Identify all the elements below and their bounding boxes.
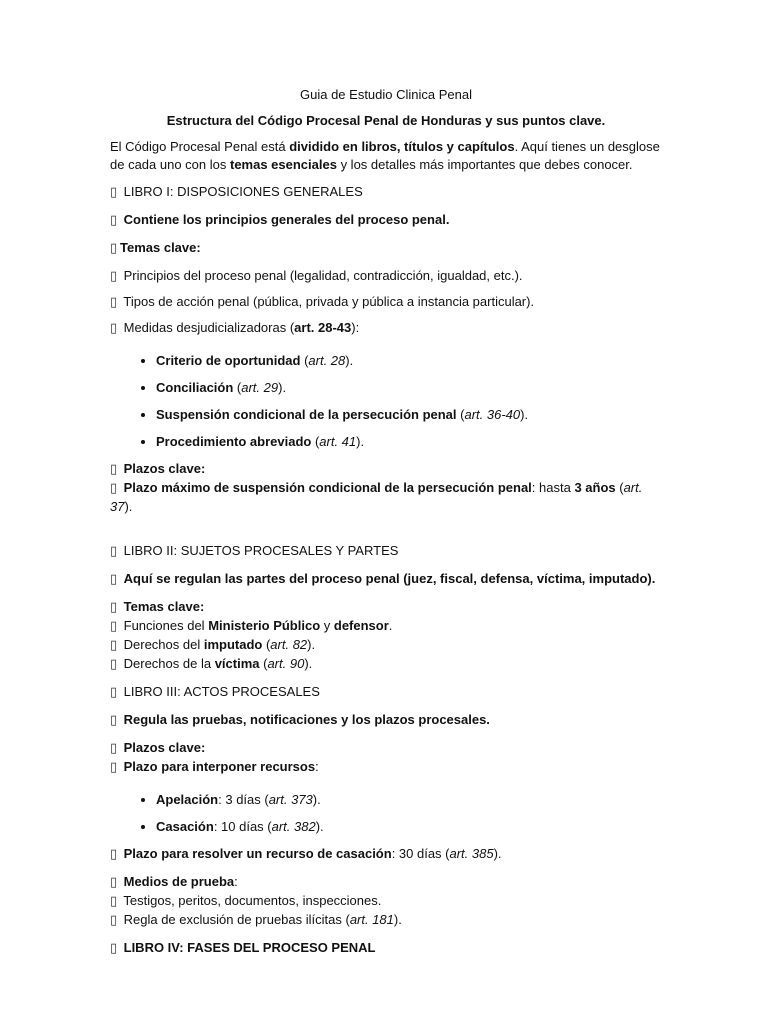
libro3-casacion bbox=[110, 845, 662, 864]
item-text: y bbox=[320, 618, 334, 633]
plazo-text: ( bbox=[615, 480, 624, 495]
item-text: . bbox=[388, 618, 393, 633]
tema-text: Medidas desjudicializadoras ( bbox=[123, 320, 295, 335]
libro2-heading bbox=[110, 542, 662, 561]
libro1-tema-1 bbox=[110, 267, 662, 286]
item-text: Regla de exclusión de pruebas ilícitas ( bbox=[123, 912, 350, 927]
item-text: ( bbox=[311, 434, 320, 449]
missing-glyph-icon: ▯ bbox=[110, 894, 118, 909]
missing-glyph-icon: ▯ bbox=[110, 913, 118, 928]
plazo-text: : hasta bbox=[531, 480, 575, 495]
item-text: ). bbox=[393, 912, 402, 927]
summary-text: Contiene los principios generales del proceso penal. bbox=[123, 212, 450, 227]
tema-text: Principios del proceso penal (legalidad, contradicción, igualdad, etc.). bbox=[123, 268, 523, 283]
missing-glyph-icon: ▯ bbox=[110, 544, 118, 559]
item-name: Casación bbox=[156, 819, 214, 834]
missing-glyph-icon: ▯ bbox=[110, 741, 118, 756]
item-article: art. 41 bbox=[319, 434, 357, 449]
document-title: Guia de Estudio Clinica Penal bbox=[300, 87, 472, 102]
item-text: ). bbox=[356, 434, 365, 449]
libro2-derechos-imputado bbox=[110, 636, 662, 655]
missing-glyph-icon: ▯ bbox=[110, 760, 118, 775]
item-article: art. 82 bbox=[270, 637, 308, 652]
document-body bbox=[110, 86, 662, 958]
item-name: Criterio de oportunidad bbox=[156, 353, 301, 368]
item-bold: imputado bbox=[203, 637, 263, 652]
label-text: Plazos clave: bbox=[123, 740, 206, 755]
missing-glyph-icon: ▯ bbox=[110, 213, 118, 228]
item-text: : bbox=[315, 759, 319, 774]
label-text: Temas clave: bbox=[120, 240, 201, 255]
item-text: : 3 días ( bbox=[218, 792, 269, 807]
summary-text: Aquí se regulan las partes del proceso penal (juez, fiscal, defensa, víctima, imputado). bbox=[123, 571, 656, 586]
libro3-medios-2 bbox=[110, 911, 662, 930]
list-item bbox=[156, 352, 662, 370]
intro-paragraph bbox=[110, 138, 662, 174]
plazo-years: 3 años bbox=[574, 480, 616, 495]
libro3-heading bbox=[110, 683, 662, 702]
item-text: ). bbox=[278, 380, 287, 395]
plazo-text: ). bbox=[124, 499, 133, 514]
item-text: ). bbox=[304, 656, 313, 671]
item-text: ( bbox=[233, 380, 242, 395]
list-item bbox=[156, 379, 662, 397]
intro-text: . Aquí tienes un desglose de cada uno con los bbox=[110, 139, 660, 172]
item-text: ( bbox=[259, 656, 268, 671]
label-text: Temas clave: bbox=[123, 599, 205, 614]
missing-glyph-icon: ▯ bbox=[110, 638, 118, 653]
item-bold: víctima bbox=[214, 656, 260, 671]
tema-text: ): bbox=[351, 320, 360, 335]
item-text: ( bbox=[456, 407, 465, 422]
item-text: ). bbox=[520, 407, 529, 422]
recursos-list bbox=[110, 791, 662, 836]
intro-text: El Código Procesal Penal está bbox=[110, 139, 290, 154]
libro1-tema-3 bbox=[110, 319, 662, 338]
missing-glyph-icon: ▯ bbox=[110, 657, 118, 672]
missing-glyph-icon: ▯ bbox=[110, 241, 118, 256]
item-text: ( bbox=[262, 637, 271, 652]
missing-glyph-icon: ▯ bbox=[110, 619, 118, 634]
missing-glyph-icon: ▯ bbox=[110, 321, 118, 336]
item-name: Suspensión condicional de la persecución penal bbox=[156, 407, 457, 422]
list-item bbox=[156, 406, 662, 424]
item-article: art. 36-40 bbox=[464, 407, 521, 422]
missing-glyph-icon: ▯ bbox=[110, 481, 118, 496]
item-name: Apelación bbox=[156, 792, 219, 807]
item-bold: Ministerio Público bbox=[208, 618, 321, 633]
libro1-plazo bbox=[110, 479, 662, 516]
list-item bbox=[156, 433, 662, 451]
item-bold: Plazo para resolver un recurso de casación bbox=[123, 846, 392, 861]
item-article: art. 385 bbox=[449, 846, 494, 861]
libro1-tema-2 bbox=[110, 293, 662, 312]
item-article: art. 373 bbox=[268, 792, 313, 807]
item-text: ). bbox=[312, 792, 321, 807]
document-subtitle: Estructura del Código Procesal Penal de Honduras y sus puntos clave. bbox=[166, 113, 606, 128]
libro1-summary bbox=[110, 211, 662, 230]
intro-bold: dividido en libros, títulos y capítulos bbox=[289, 139, 515, 154]
missing-glyph-icon: ▯ bbox=[110, 462, 118, 477]
heading-text: LIBRO IV: FASES DEL PROCESO PENAL bbox=[123, 940, 376, 955]
libro3-medios-label bbox=[110, 873, 662, 892]
item-bold: defensor bbox=[333, 618, 389, 633]
summary-text: Regula las pruebas, notificaciones y los plazos procesales. bbox=[123, 712, 490, 727]
heading-text: LIBRO II: SUJETOS PROCESALES Y PARTES bbox=[123, 543, 399, 558]
item-text: : bbox=[234, 874, 238, 889]
libro3-summary bbox=[110, 711, 662, 730]
libro2-derechos-victima bbox=[110, 655, 662, 674]
libro3-recursos bbox=[110, 758, 662, 777]
libro1-heading bbox=[110, 183, 662, 202]
item-text: ( bbox=[300, 353, 309, 368]
item-bold: Medios de prueba bbox=[123, 874, 235, 889]
libro1-plazos-label bbox=[110, 460, 662, 479]
item-text: : 30 días ( bbox=[391, 846, 450, 861]
missing-glyph-icon: ▯ bbox=[110, 875, 118, 890]
item-name: Conciliación bbox=[156, 380, 234, 395]
missing-glyph-icon: ▯ bbox=[110, 847, 118, 862]
intro-bold: temas esenciales bbox=[229, 157, 337, 172]
tema-text: Tipos de acción penal (pública, privada y pública a instancia particular). bbox=[123, 294, 535, 309]
missing-glyph-icon: ▯ bbox=[110, 295, 118, 310]
missing-glyph-icon: ▯ bbox=[110, 600, 118, 615]
missing-glyph-icon: ▯ bbox=[110, 685, 118, 700]
libro3-plazos-label bbox=[110, 739, 662, 758]
heading-text: LIBRO I: DISPOSICIONES GENERALES bbox=[123, 184, 363, 199]
label-text: Plazos clave: bbox=[123, 461, 206, 476]
heading-text: LIBRO III: ACTOS PROCESALES bbox=[123, 684, 320, 699]
intro-text: y los detalles más importantes que debes conocer. bbox=[336, 157, 633, 172]
missing-glyph-icon: ▯ bbox=[110, 185, 118, 200]
item-article: art. 382 bbox=[271, 819, 316, 834]
item-article: art. 90 bbox=[267, 656, 305, 671]
missing-glyph-icon: ▯ bbox=[110, 713, 118, 728]
libro2-temas-label bbox=[110, 598, 662, 617]
item-article: art. 181 bbox=[349, 912, 394, 927]
item-text: Derechos de la bbox=[123, 656, 215, 671]
item-text: Derechos del bbox=[123, 637, 204, 652]
libro1-temas-label bbox=[110, 239, 662, 258]
libro2-funciones bbox=[110, 617, 662, 636]
item-text: Testigos, peritos, documentos, inspecciones. bbox=[123, 893, 382, 908]
item-article: art. 29 bbox=[241, 380, 279, 395]
tema-bold: art. 28-43 bbox=[294, 320, 352, 335]
missing-glyph-icon: ▯ bbox=[110, 572, 118, 587]
item-text: ). bbox=[307, 637, 316, 652]
missing-glyph-icon: ▯ bbox=[110, 269, 118, 284]
libro4-heading bbox=[110, 939, 662, 958]
item-bold: Plazo para interponer recursos bbox=[123, 759, 316, 774]
item-text: Funciones del bbox=[123, 618, 209, 633]
item-name: Procedimiento abreviado bbox=[156, 434, 312, 449]
item-text: ). bbox=[493, 846, 502, 861]
libro3-medios-1 bbox=[110, 892, 662, 911]
missing-glyph-icon: ▯ bbox=[110, 941, 118, 956]
item-article: art. 28 bbox=[308, 353, 346, 368]
item-text: : 10 días ( bbox=[213, 819, 272, 834]
list-item bbox=[156, 818, 662, 836]
list-item bbox=[156, 791, 662, 809]
libro2-summary bbox=[110, 570, 662, 589]
plazo-bold: Plazo máximo de suspensión condicional de la persecución penal bbox=[123, 480, 532, 495]
item-text: ). bbox=[315, 819, 324, 834]
medidas-list bbox=[110, 352, 662, 451]
plazo-article: art. 37 bbox=[110, 480, 643, 514]
item-text: ). bbox=[345, 353, 354, 368]
